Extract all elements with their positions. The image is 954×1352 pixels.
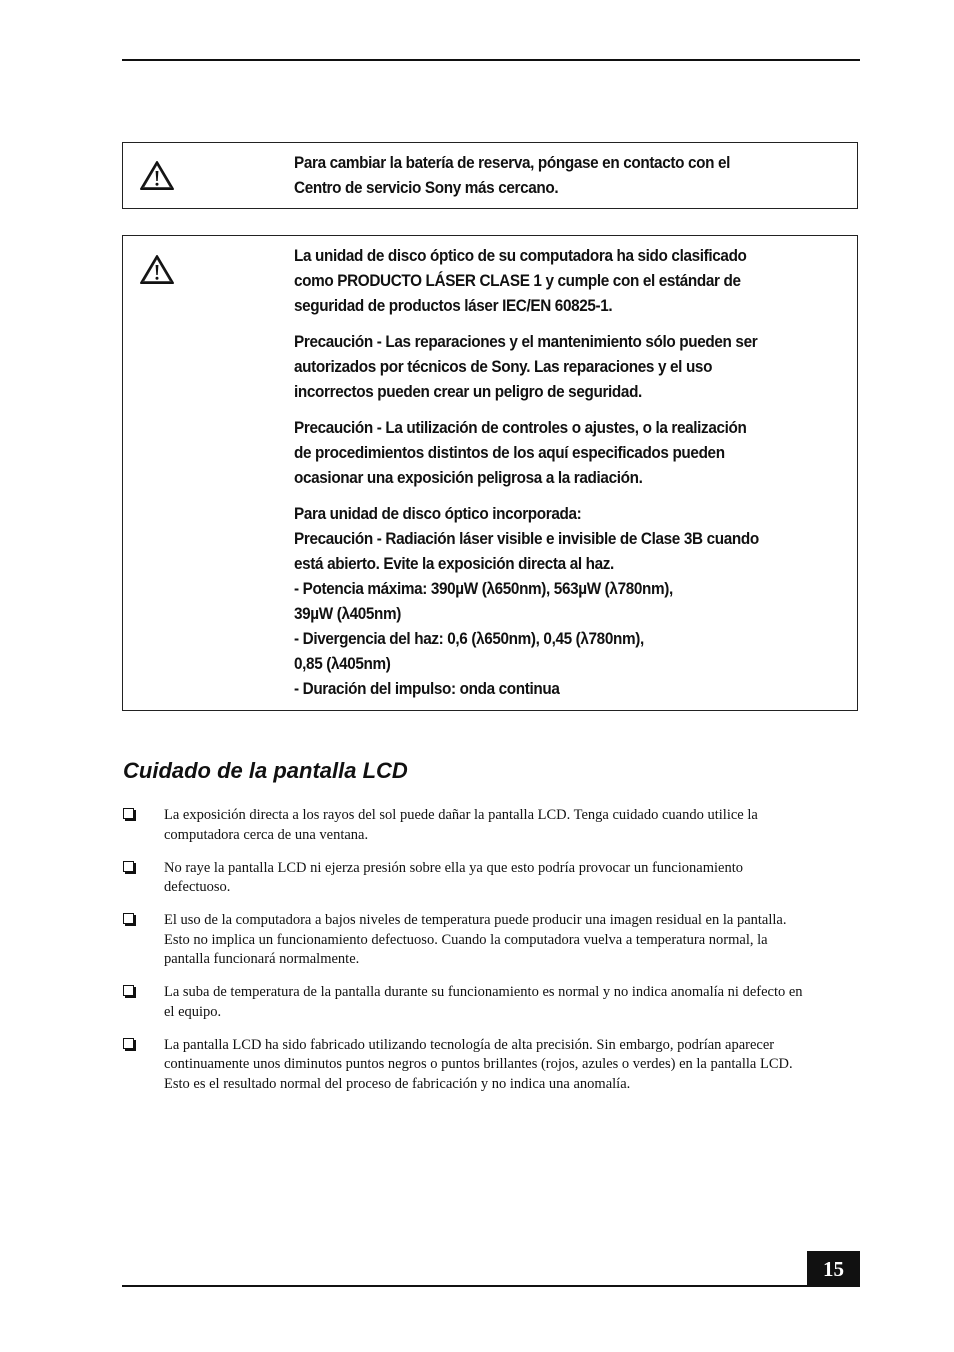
text-line: La unidad de disco óptico de su computadora ha sido clasificado bbox=[294, 246, 747, 265]
text-line: Esto es el resultado normal del proceso de fabricación y no indica una anomalía. bbox=[164, 1075, 631, 1092]
text-line: Esto no implica un funcionamiento defectuoso. Cuando la computadora vuelva a temperatura normal, la bbox=[164, 931, 768, 948]
text-line: Precaución - Radiación láser visible e invisible de Clase 3B cuando bbox=[294, 529, 759, 548]
text-line: La suba de temperatura de la pantalla durante su funcionamiento es normal y no indica anomalía ni defecto en bbox=[164, 984, 803, 1000]
warning-paragraph-radiation bbox=[294, 501, 852, 701]
list-item bbox=[122, 1036, 862, 1095]
page-number: 15 bbox=[807, 1251, 860, 1287]
text-line: Centro de servicio Sony más cercano. bbox=[294, 178, 559, 197]
warning-text bbox=[294, 150, 852, 211]
checkbox-bullet-icon bbox=[123, 913, 134, 924]
text-line: ocasionar una exposición peligrosa a la radiación. bbox=[294, 468, 643, 487]
text-line: Precaución - Las reparaciones y el mantenimiento sólo pueden ser bbox=[294, 332, 758, 351]
checkbox-bullet-icon bbox=[123, 861, 134, 872]
text-line: seguridad de productos láser IEC/EN 60825-1. bbox=[294, 296, 613, 315]
text-line: 39µW (λ405nm) bbox=[294, 604, 402, 623]
lcd-care-list bbox=[122, 806, 862, 1108]
text-line: - Divergencia del haz: 0,6 (λ650nm), 0,45 (λ780nm), bbox=[294, 629, 644, 648]
warning-triangle-icon bbox=[139, 160, 175, 192]
text-line: está abierto. Evite la exposición directa al haz. bbox=[294, 554, 614, 573]
text-line: El uso de la computadora a bajos niveles de temperatura puede producir una imagen residual en la pantalla. bbox=[164, 912, 787, 928]
text-line: La pantalla LCD ha sido fabricado utilizando tecnología de alta precisión. Sin embargo, podrían aparecer bbox=[164, 1036, 775, 1053]
top-rule bbox=[122, 59, 860, 61]
text-line: Para unidad de disco óptico incorporada: bbox=[294, 504, 582, 523]
text-line: el equipo. bbox=[164, 1003, 222, 1020]
text-line: autorizados por técnicos de Sony. Las reparaciones y el uso bbox=[294, 357, 713, 376]
text-line: - Duración del impulso: onda continua bbox=[294, 679, 560, 698]
text-line: 0,85 (λ405nm) bbox=[294, 654, 391, 673]
section-title: Cuidado de la pantalla LCD bbox=[123, 758, 408, 783]
warning-paragraph bbox=[294, 150, 852, 200]
text-line: continuamente unos diminutos puntos negros o puntos brillantes (rojos, azules o verdes) en la pantalla LCD. bbox=[164, 1056, 793, 1072]
bottom-rule bbox=[122, 1285, 860, 1287]
text-line: pantalla funcionará normalmente. bbox=[164, 951, 360, 967]
text-line: Precaución - La utilización de controles o ajustes, o la realización bbox=[294, 418, 747, 437]
list-item bbox=[122, 806, 862, 845]
warning-box-battery bbox=[122, 142, 858, 209]
text-line: como PRODUCTO LÁSER CLASE 1 y cumple con el estándar de bbox=[294, 271, 741, 290]
text-line: de procedimientos distintos de los aquí especificados pueden bbox=[294, 443, 725, 462]
checkbox-bullet-icon bbox=[123, 808, 134, 819]
text-line: - Potencia máxima: 390µW (λ650nm), 563µW (λ780nm), bbox=[294, 579, 673, 598]
text-line: La exposición directa a los rayos del sol puede dañar la pantalla LCD. Tenga cuidado cuando utilice la bbox=[164, 807, 758, 823]
warning-paragraph-classification bbox=[294, 243, 852, 318]
text-line: incorrectos pueden crear un peligro de seguridad. bbox=[294, 382, 642, 401]
text-line: Para cambiar la batería de reserva, póngase en contacto con el bbox=[294, 153, 731, 172]
list-item bbox=[122, 983, 862, 1022]
warning-box-laser bbox=[122, 235, 858, 711]
list-item bbox=[122, 911, 862, 970]
warning-triangle-icon bbox=[139, 254, 175, 286]
warning-text bbox=[294, 243, 852, 712]
checkbox-bullet-icon bbox=[123, 985, 134, 996]
warning-paragraph-controls bbox=[294, 415, 852, 490]
warning-paragraph-repairs bbox=[294, 329, 852, 404]
checkbox-bullet-icon bbox=[123, 1038, 134, 1049]
text-line: computadora cerca de una ventana. bbox=[164, 826, 369, 843]
text-line: No raye la pantalla LCD ni ejerza presión sobre ella ya que esto podría provocar un funcionamiento bbox=[164, 859, 743, 876]
list-item bbox=[122, 859, 862, 898]
text-line: defectuoso. bbox=[164, 879, 231, 895]
